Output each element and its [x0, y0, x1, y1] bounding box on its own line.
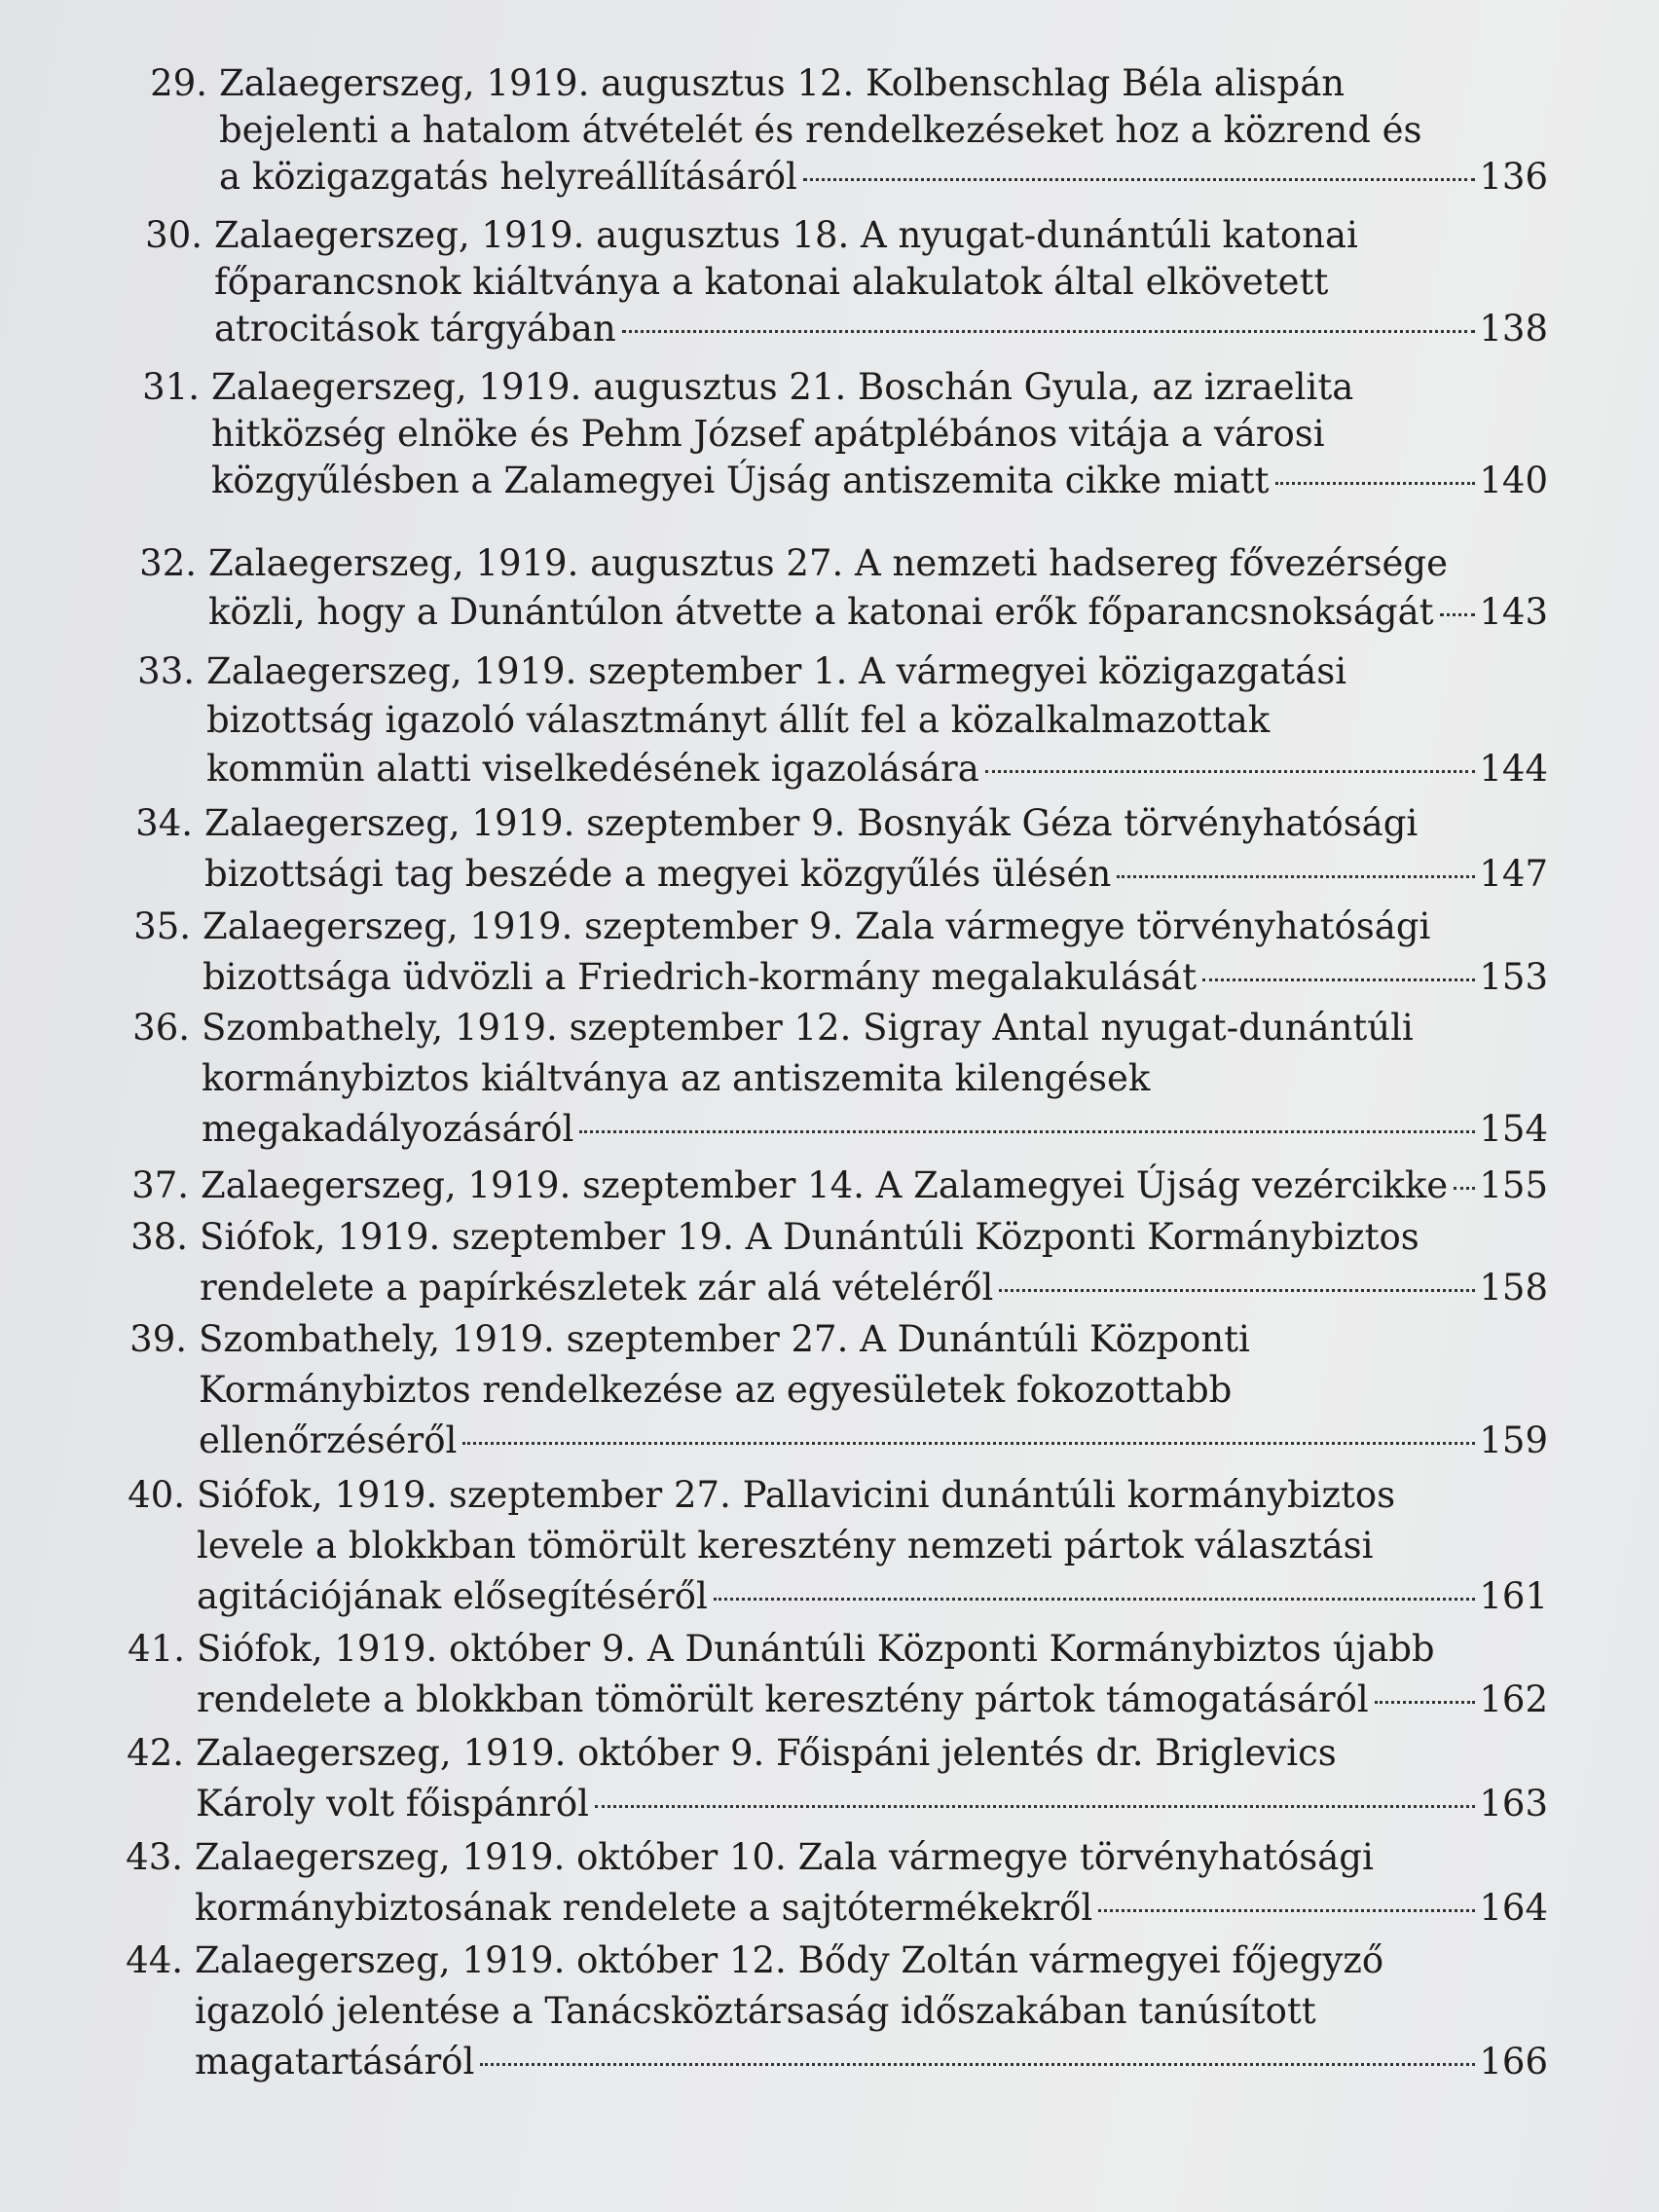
dot-leader: [622, 330, 1476, 333]
dot-leader: [480, 2063, 1475, 2066]
entry-last-line: [203, 952, 1548, 1003]
page-number: 140: [1479, 460, 1548, 501]
dot-leader: [1375, 1701, 1476, 1704]
dot-leader: [1454, 1187, 1475, 1190]
entry-number: 41.: [128, 1628, 185, 1670]
entry-title-text: a közigazgatás helyreállításáról: [219, 156, 797, 198]
entry-title-text: rendelete a papírkészletek zár alá vételéről: [200, 1267, 994, 1309]
page-number: 147: [1479, 853, 1548, 895]
entry-line: Szombathely, 1919. szeptember 12. Sigray Antal nyugat-dunántúli: [202, 1007, 1414, 1049]
dot-leader: [1098, 1909, 1475, 1912]
entry-title-text: atrocitások tárgyában: [214, 308, 616, 350]
entry-number: 29.: [150, 62, 207, 104]
dot-leader: [1275, 482, 1476, 485]
page-number: 158: [1479, 1267, 1548, 1309]
entry-last-line: [197, 1571, 1548, 1622]
entry-number: 43.: [126, 1836, 183, 1878]
entry-number: 42.: [127, 1732, 184, 1774]
page-number: 136: [1479, 156, 1548, 198]
page-number: 159: [1479, 1419, 1548, 1461]
dot-leader: [1202, 978, 1475, 981]
entry-line: bejelenti a hatalom átvételét és rendelkezéseket hoz a közrend és: [219, 109, 1422, 151]
entry-number: 35.: [133, 905, 191, 947]
dot-leader: [1117, 875, 1475, 878]
entry-last-line: [201, 1161, 1548, 1211]
entry-last-line: [206, 745, 1548, 793]
entry-line: főparancsnok kiáltványa a katonai alakulatok által elkövetett: [214, 261, 1329, 303]
page-number: 154: [1479, 1108, 1548, 1150]
entry-line: Zalaegerszeg, 1919. október 9. Főispáni jelentés dr. Briglevics: [196, 1732, 1337, 1774]
page-number: 166: [1479, 2041, 1548, 2083]
entry-title-text: közli, hogy a Dunántúlon átvette a katonai erők főparancsnokságát: [208, 591, 1434, 633]
entry-number: 39.: [129, 1318, 187, 1360]
dot-leader: [803, 178, 1475, 181]
entry-last-line: [204, 849, 1548, 900]
entry-line: Zalaegerszeg, 1919. augusztus 21. Boschán Gyula, az izraelita: [211, 366, 1354, 408]
dot-leader: [595, 1805, 1475, 1808]
entry-number: 36.: [132, 1007, 190, 1049]
entry-line: Siófok, 1919. szeptember 27. Pallavicini dunántúli kormánybiztos: [197, 1474, 1396, 1516]
entry-title-text: magatartásáról: [195, 2041, 475, 2083]
page-number: 144: [1479, 748, 1548, 790]
entry-last-line: [214, 306, 1548, 352]
page-number: 138: [1479, 308, 1548, 350]
entry-last-line: [199, 1416, 1548, 1466]
entry-title-text: bizottsági tag beszéde a megyei közgyűlés ülésén: [204, 853, 1112, 895]
entry-line: Zalaegerszeg, 1919. szeptember 9. Zala vármegye törvényhatósági: [203, 905, 1431, 947]
entry-number: 32.: [139, 542, 197, 584]
entry-line: Zalaegerszeg, 1919. október 12. Bődy Zoltán vármegyei főjegyző: [195, 1939, 1384, 1981]
entry-line: Siófok, 1919. szeptember 19. A Dunántúli Központi Kormánybiztos: [200, 1216, 1419, 1258]
dot-leader: [1440, 613, 1476, 616]
entry-last-line: [208, 588, 1548, 637]
entry-line: Kormánybiztos rendelkezése az egyesületek fokozottabb: [199, 1369, 1233, 1411]
entry-line: Zalaegerszeg, 1919. augusztus 12. Kolbenschlag Béla alispán: [219, 62, 1346, 104]
entry-number: 44.: [126, 1939, 183, 1981]
entry-title-text: kormánybiztosának rendelete a sajtótermékekről: [195, 1887, 1093, 1929]
entry-line: Szombathely, 1919. szeptember 27. A Dunántúli Központi: [199, 1318, 1250, 1360]
page-number: 163: [1479, 1783, 1548, 1825]
entry-number: 33.: [137, 650, 195, 692]
entry-last-line: [211, 458, 1548, 504]
page-number: 143: [1479, 591, 1548, 633]
entry-line: levele a blokkban tömörült keresztény nemzeti pártok választási: [197, 1525, 1374, 1567]
entry-line: igazoló jelentése a Tanácsköztársaság időszakában tanúsított: [195, 1990, 1316, 2032]
entry-title-text: Károly volt főispánról: [196, 1783, 589, 1825]
page-number: 164: [1479, 1887, 1548, 1929]
entry-number: 30.: [145, 214, 203, 256]
entry-title-text: bizottsága üdvözli a Friedrich-kormány megalakulását: [203, 956, 1198, 998]
entry-line: Zalaegerszeg, 1919. augusztus 27. A nemzeti hadsereg fővezérsége: [208, 542, 1448, 584]
entry-line: kormánybiztos kiáltványa az antiszemita kilengések: [202, 1057, 1151, 1099]
entry-line: Siófok, 1919. október 9. A Dunántúli Központi Kormánybiztos újabb: [197, 1628, 1435, 1670]
entry-number: 34.: [135, 802, 193, 844]
page-number: 162: [1479, 1678, 1548, 1720]
entry-title-text: közgyűlésben a Zalamegyei Újság antiszemita cikke miatt: [211, 460, 1270, 501]
entry-title-text: agitációjának elősegítéséről: [197, 1575, 708, 1617]
entry-title-text: rendelete a blokkban tömörült keresztény pártok támogatásáról: [197, 1678, 1369, 1720]
entry-number: 31.: [142, 366, 200, 408]
dot-leader: [714, 1598, 1476, 1601]
entry-line: hitközség elnöke és Pehm József apátplébános vitája a városi: [211, 413, 1325, 455]
page-number: 155: [1479, 1164, 1548, 1206]
entry-title-text: Zalaegerszeg, 1919. szeptember 14. A Zalamegyei Újság vezércikke: [201, 1164, 1449, 1206]
entry-title-text: kommün alatti viselkedésének igazolására: [206, 748, 979, 790]
dot-leader: [985, 770, 1476, 773]
entry-last-line: [195, 1883, 1548, 1934]
page-number: 161: [1479, 1575, 1548, 1617]
entry-title-text: megakadályozásáról: [202, 1108, 574, 1150]
entry-line: Zalaegerszeg, 1919. szeptember 9. Bosnyák Géza törvényhatósági: [204, 802, 1419, 844]
entry-last-line: [195, 2037, 1548, 2087]
entry-last-line: [219, 154, 1548, 201]
entry-last-line: [197, 1675, 1548, 1725]
entry-last-line: [202, 1104, 1548, 1155]
entry-title-text: ellenőrzéséről: [199, 1419, 458, 1461]
entry-number: 37.: [131, 1164, 189, 1206]
entry-line: bizottság igazoló választmányt állít fel a közalkalmazottak: [206, 699, 1271, 741]
page-number: 153: [1479, 956, 1548, 998]
dot-leader: [462, 1442, 1475, 1445]
dot-leader: [999, 1289, 1475, 1292]
dot-leader: [579, 1130, 1475, 1133]
entry-number: 38.: [130, 1216, 188, 1258]
entry-line: Zalaegerszeg, 1919. szeptember 1. A vármegyei közigazgatási: [206, 650, 1347, 692]
entry-line: Zalaegerszeg, 1919. október 10. Zala vármegye törvényhatósági: [195, 1836, 1374, 1878]
entry-last-line: [200, 1263, 1548, 1313]
entry-line: Zalaegerszeg, 1919. augusztus 18. A nyugat-dunántúli katonai: [214, 214, 1358, 256]
entry-last-line: [196, 1779, 1548, 1829]
entry-number: 40.: [128, 1474, 185, 1516]
